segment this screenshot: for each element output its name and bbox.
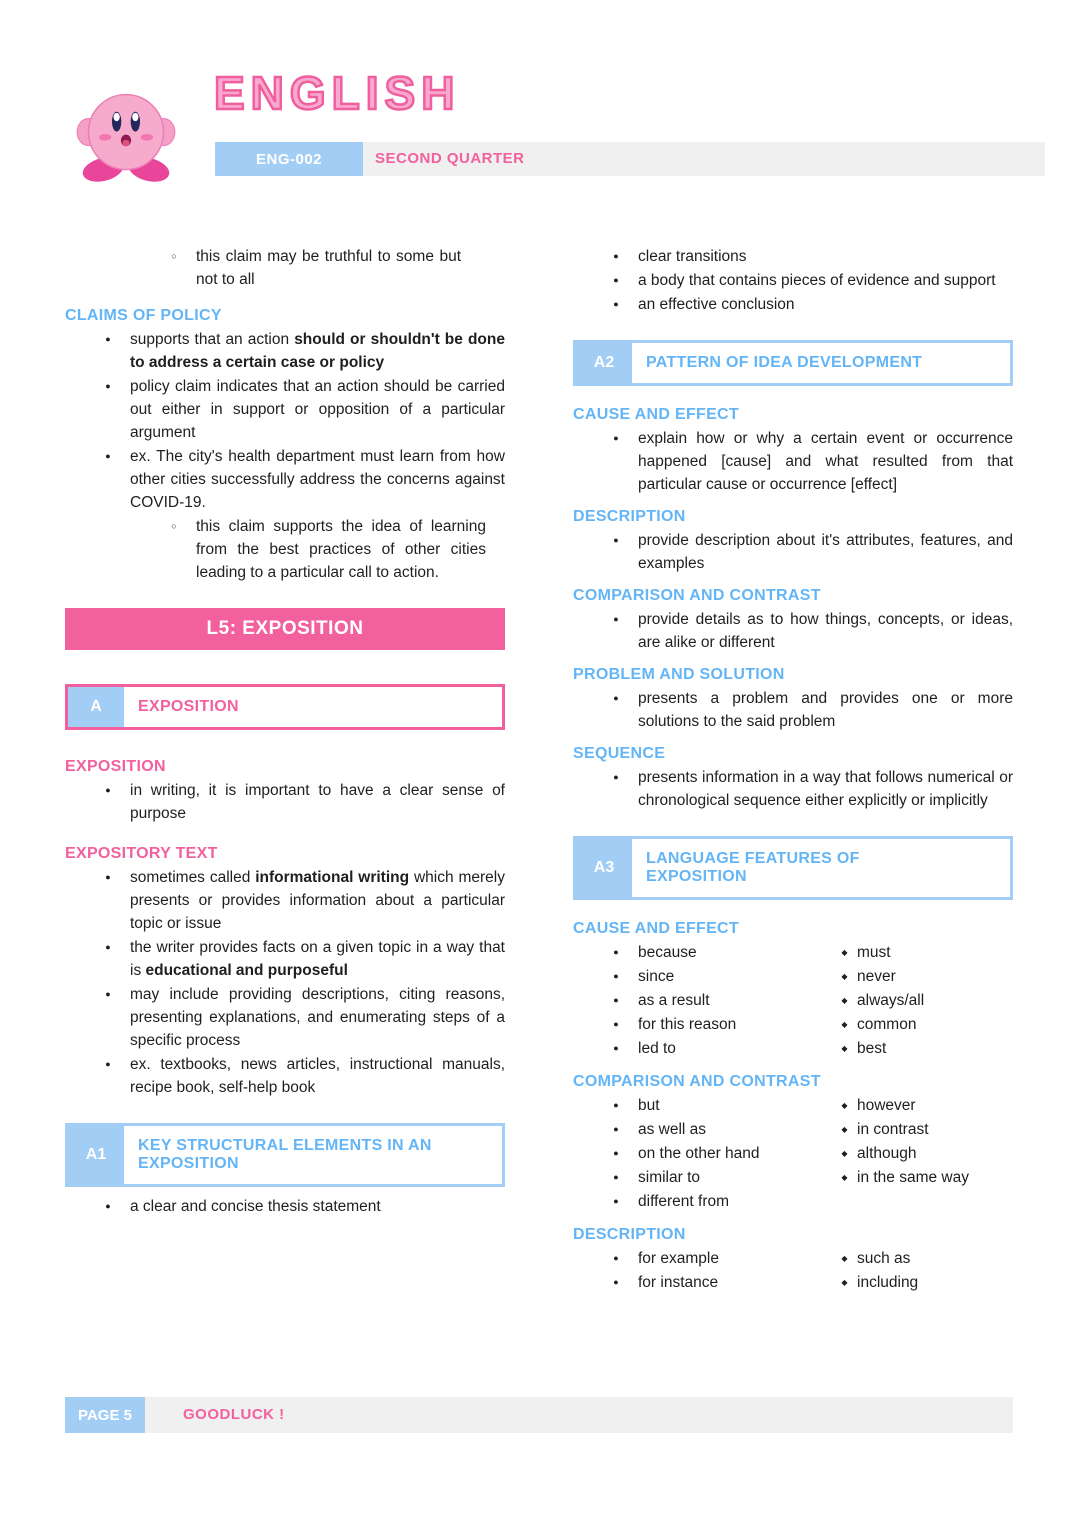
diamond-icon: ◆	[841, 1101, 848, 1110]
diamond-icon: ◆	[841, 948, 848, 957]
list-item-text: an effective conclusion	[638, 296, 795, 313]
list-item	[838, 1271, 1013, 1294]
list-item	[573, 1247, 838, 1270]
list-item-text: explain how or why a certain event or occurrence happened [cause] and what resulted from that particular cause or occurrence [effect]	[638, 430, 1013, 493]
list-item	[65, 515, 505, 584]
connector-word: must	[857, 944, 891, 961]
list-item-text: in writing, it is important to have a clear sense of purpose	[130, 782, 505, 822]
list-item	[838, 1166, 1013, 1189]
list-item	[838, 1013, 1013, 1036]
list-item-text	[130, 936, 505, 982]
list-item-text: provide details as to how things, concepts, or ideas, are alike or different	[638, 611, 1013, 651]
connector-word: similar to	[638, 1169, 701, 1186]
footer-note: GOODLUCK !	[183, 1406, 285, 1423]
connector-left-list	[573, 1247, 838, 1295]
content	[65, 245, 1013, 1295]
section-box-a	[65, 684, 505, 730]
bullet-icon: ●	[105, 989, 111, 999]
section-tab: A2	[576, 343, 632, 383]
right-column	[573, 245, 1013, 1295]
text-segment: which merely presents or provides information about a particular topic or issue	[130, 869, 505, 932]
section-box-a2	[573, 340, 1013, 386]
list-item	[573, 687, 1013, 733]
list-item	[573, 1118, 838, 1141]
bullet-icon: ●	[613, 995, 619, 1005]
heading-problem-and-solution: PROBLEM AND SOLUTION	[573, 666, 785, 683]
list-item	[65, 445, 505, 514]
bullet-icon: ●	[105, 1059, 111, 1069]
section-title: PATTERN OF IDEA DEVELOPMENT	[646, 354, 923, 371]
list-item	[573, 1094, 838, 1117]
bullet-icon: ●	[613, 299, 619, 309]
list-item	[573, 1271, 838, 1294]
list-item	[573, 766, 1013, 812]
list-item	[573, 1142, 838, 1165]
section-box-a1	[65, 1123, 505, 1187]
connector-word: for this reason	[638, 1016, 737, 1033]
diamond-icon: ◆	[841, 996, 848, 1005]
list-item	[573, 989, 838, 1012]
connector-left-list	[573, 1094, 838, 1214]
list-item	[65, 1195, 505, 1218]
list-item	[65, 328, 505, 374]
kirby-icon	[74, 76, 178, 184]
list-item-text	[130, 328, 505, 374]
bullet-icon: ●	[613, 1100, 619, 1110]
connector-word: in the same way	[857, 1169, 969, 1186]
connector-right-list	[838, 1247, 1013, 1295]
section-tab: A1	[68, 1126, 124, 1184]
heading-description: DESCRIPTION	[573, 508, 686, 525]
list-item	[573, 1013, 838, 1036]
list-item-text: ex. textbooks, news articles, instructional manuals, recipe book, self-help book	[130, 1056, 505, 1096]
list-item	[65, 1053, 505, 1099]
bullet-icon: ●	[613, 947, 619, 957]
list-item-text: presents a problem and provides one or more solutions to the said problem	[638, 690, 1013, 730]
list-item	[838, 1118, 1013, 1141]
diamond-icon: ◆	[841, 1149, 848, 1158]
connector-columns	[573, 1094, 1013, 1214]
section-tab: A	[68, 687, 124, 727]
diamond-icon: ◆	[841, 1125, 848, 1134]
list-item	[65, 245, 505, 291]
diamond-icon: ◆	[841, 1278, 848, 1287]
connector-word: because	[638, 944, 697, 961]
diamond-icon: ◆	[841, 1020, 848, 1029]
connector-word: for instance	[638, 1274, 719, 1291]
sub-bullet-icon: ○	[171, 251, 177, 261]
connector-left-list	[573, 941, 838, 1061]
connector-columns	[573, 1247, 1013, 1295]
bullet-icon: ●	[613, 251, 619, 261]
connector-word: although	[857, 1145, 917, 1162]
diamond-icon: ◆	[841, 972, 848, 981]
list-item-text: this claim supports the idea of learning from the best practices of other cities leading to a particular call to action.	[196, 518, 486, 581]
list-item	[838, 989, 1013, 1012]
bullet-icon: ●	[613, 1253, 619, 1263]
list-item	[573, 965, 838, 988]
heading-cause-and-effect-connectors: CAUSE AND EFFECT	[573, 920, 739, 937]
list-item	[573, 269, 1013, 292]
connector-word: such as	[857, 1250, 911, 1267]
connector-word: in contrast	[857, 1121, 929, 1138]
bullet-icon: ●	[105, 334, 111, 344]
connector-word: for example	[638, 1250, 719, 1267]
lesson-banner: L5: EXPOSITION	[65, 608, 505, 650]
heading-cause-and-effect: CAUSE AND EFFECT	[573, 406, 739, 423]
page-number-badge: PAGE 5	[65, 1397, 145, 1433]
bullet-icon: ●	[105, 942, 111, 952]
connector-word: since	[638, 968, 675, 985]
bullet-icon: ●	[613, 1196, 619, 1206]
list-item	[838, 1094, 1013, 1117]
diamond-icon: ◆	[841, 1173, 848, 1182]
text-segment: sometimes called	[130, 869, 256, 886]
list-item	[65, 866, 505, 935]
list-item	[65, 936, 505, 982]
list-item	[838, 1247, 1013, 1270]
list-item	[838, 1037, 1013, 1060]
bullet-icon: ●	[613, 433, 619, 443]
bullet-icon: ●	[613, 535, 619, 545]
section-box-a3	[573, 836, 1013, 900]
bullet-icon: ●	[613, 1043, 619, 1053]
bullet-icon: ●	[613, 1019, 619, 1029]
heading-sequence: SEQUENCE	[573, 745, 666, 762]
bullet-icon: ●	[105, 381, 111, 391]
bullet-icon: ●	[613, 1277, 619, 1287]
list-item	[65, 983, 505, 1052]
connector-right-list	[838, 1094, 1013, 1214]
connector-word: never	[857, 968, 896, 985]
list-item-text: a body that contains pieces of evidence and support	[638, 272, 996, 289]
list-item	[65, 779, 505, 825]
list-item-text: policy claim indicates that an action should be carried out either in support or opposition of a particular argument	[130, 378, 505, 441]
list-item	[573, 941, 838, 964]
list-item-text: clear transitions	[638, 248, 747, 265]
connector-word: however	[857, 1097, 916, 1114]
heading-comparison-connectors: COMPARISON AND CONTRAST	[573, 1073, 821, 1090]
list-item	[573, 529, 1013, 575]
sub-bullet-icon: ○	[171, 521, 177, 531]
section-tab: A3	[576, 839, 632, 897]
course-title: ENGLISH	[214, 67, 461, 119]
list-item	[838, 1142, 1013, 1165]
list-item	[573, 1037, 838, 1060]
section-title: KEY STRUCTURAL ELEMENTS IN AN EXPOSITION	[138, 1137, 432, 1172]
heading-description-connectors: DESCRIPTION	[573, 1226, 686, 1243]
heading-expository-text: EXPOSITORY TEXT	[65, 845, 218, 862]
list-item	[573, 293, 1013, 316]
connector-word: best	[857, 1040, 887, 1057]
header-bar	[215, 142, 1045, 176]
heading-exposition: EXPOSITION	[65, 758, 166, 775]
list-item	[838, 941, 1013, 964]
connector-word: led to	[638, 1040, 676, 1057]
bullet-icon: ●	[613, 1124, 619, 1134]
connector-word: always/all	[857, 992, 925, 1009]
list-item	[573, 1166, 838, 1189]
list-item	[573, 245, 1013, 268]
bullet-icon: ●	[613, 1148, 619, 1158]
diamond-icon: ◆	[841, 1254, 848, 1263]
quarter-label: SECOND QUARTER	[375, 150, 525, 167]
list-item	[573, 608, 1013, 654]
connector-word: as a result	[638, 992, 710, 1009]
diamond-icon: ◆	[841, 1044, 848, 1053]
bullet-icon: ●	[105, 451, 111, 461]
connector-word: as well as	[638, 1121, 707, 1138]
heading-claims-of-policy: CLAIMS OF POLICY	[65, 307, 222, 324]
bullet-icon: ●	[613, 1172, 619, 1182]
text-segment-bold: informational writing	[255, 869, 410, 886]
bullet-icon: ●	[613, 614, 619, 624]
bullet-icon: ●	[105, 785, 111, 795]
list-item-text: provide description about it's attributes, features, and examples	[638, 532, 1013, 572]
list-item	[573, 427, 1013, 496]
list-item	[65, 375, 505, 444]
bullet-icon: ●	[105, 1201, 111, 1211]
list-item-text: this claim may be truthful to some but not to all	[196, 248, 461, 288]
text-segment: supports that an action	[130, 331, 295, 348]
connector-right-list	[838, 941, 1013, 1061]
bullet-icon: ●	[613, 693, 619, 703]
course-code-badge: ENG-002	[215, 142, 363, 176]
connector-columns	[573, 941, 1013, 1061]
connector-word: but	[638, 1097, 660, 1114]
kirby-mascot-image	[74, 76, 178, 184]
connector-word: different from	[638, 1193, 730, 1210]
list-item	[573, 1190, 838, 1213]
heading-comparison-and-contrast: COMPARISON AND CONTRAST	[573, 587, 821, 604]
section-title: LANGUAGE FEATURES OF EXPOSITION	[646, 850, 860, 885]
list-item	[838, 965, 1013, 988]
text-segment-bold: should or shouldn't be done to address a certain case or policy	[130, 331, 505, 371]
bullet-icon: ●	[613, 275, 619, 285]
bullet-icon: ●	[105, 872, 111, 882]
list-item-text: a clear and concise thesis statement	[130, 1198, 381, 1215]
connector-word: common	[857, 1016, 917, 1033]
connector-word: including	[857, 1274, 919, 1291]
list-item-text: ex. The city's health department must learn from how other cities successfully address the concerns against COVID-19.	[130, 448, 505, 511]
footer-bar	[65, 1397, 1013, 1433]
list-item-text	[130, 866, 505, 935]
bullet-icon: ●	[613, 971, 619, 981]
left-column	[65, 245, 505, 1219]
connector-word: on the other hand	[638, 1145, 760, 1162]
text-segment-bold: educational and purposeful	[145, 962, 348, 979]
list-item-text: presents information in a way that follows numerical or chronological sequence either explicitly or implicitly	[638, 769, 1013, 809]
bullet-icon: ●	[613, 772, 619, 782]
text-segment: the writer provides facts on a given topic in a way that is	[130, 939, 505, 979]
list-item-text: may include providing descriptions, citing reasons, presenting explanations, and enumerating steps of a specific process	[130, 986, 505, 1049]
section-title: EXPOSITION	[138, 698, 239, 715]
